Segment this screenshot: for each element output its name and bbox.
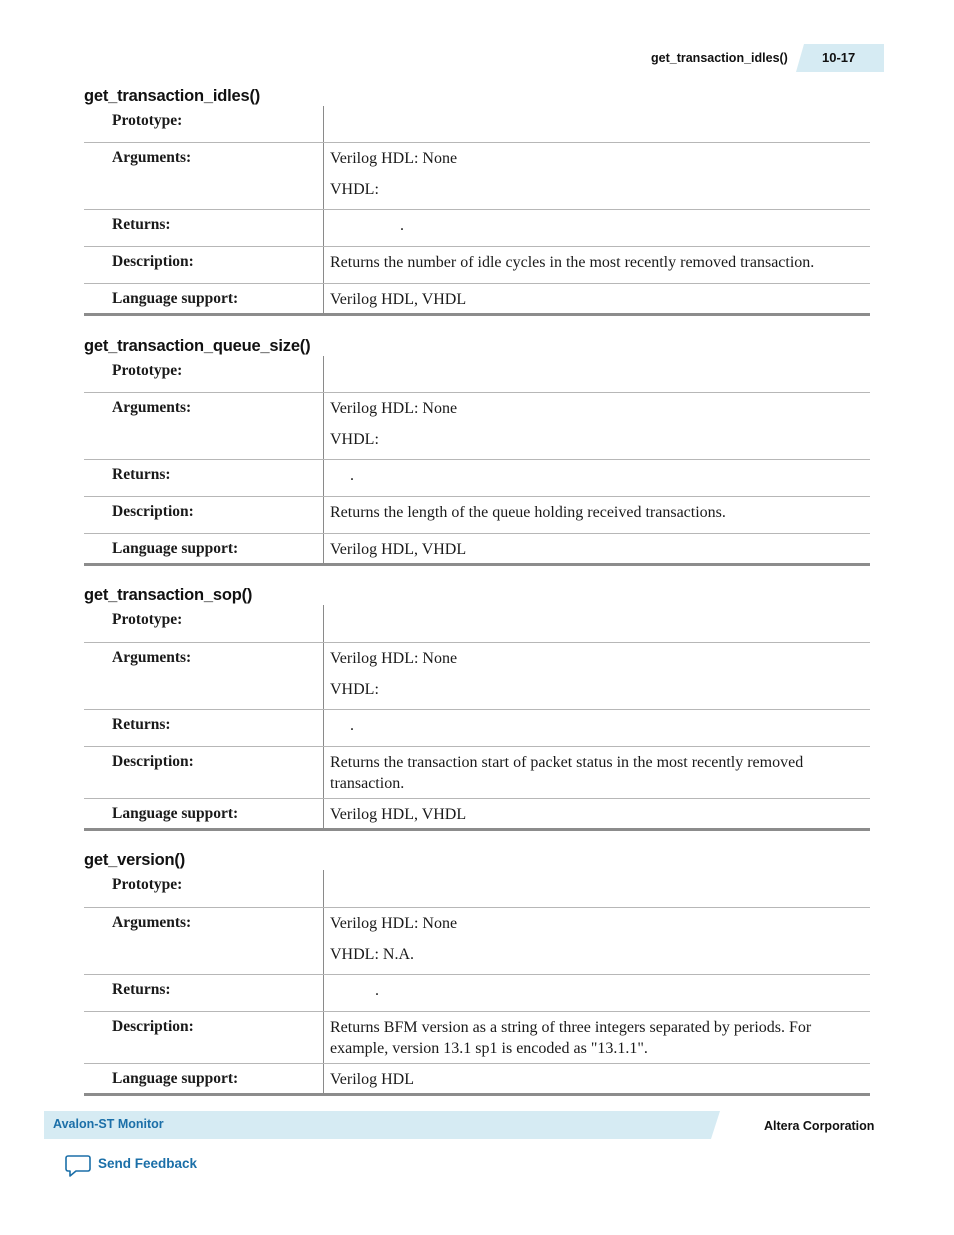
returns-value <box>324 975 870 1011</box>
send-feedback-link[interactable]: Send Feedback <box>98 1156 198 1171</box>
prototype-value <box>324 605 870 642</box>
api-table <box>84 605 870 831</box>
section-title: get_version() <box>84 851 186 869</box>
section-get-transaction-queue-size <box>84 337 870 566</box>
footer-company: Altera Corporation <box>764 1119 875 1133</box>
row-arguments <box>84 142 870 209</box>
arguments-label: Arguments: <box>84 143 324 209</box>
description-value: Returns BFM version as a string of three integers separated by periods. For example, version 13.1 sp1 is encoded as "13.1.1". <box>330 1019 812 1057</box>
description-label: Description: <box>84 747 324 798</box>
arguments-label: Arguments: <box>84 643 324 709</box>
language-label: Language support: <box>84 1064 324 1093</box>
row-language-support <box>84 1063 870 1093</box>
arguments-verilog: Verilog HDL: None <box>330 650 458 667</box>
arguments-value <box>324 908 870 974</box>
description-label: Description: <box>84 497 324 533</box>
language-label: Language support: <box>84 284 324 313</box>
returns-value <box>324 460 870 496</box>
prototype-label: Prototype: <box>84 106 324 142</box>
returns-label: Returns: <box>84 460 324 496</box>
language-value: Verilog HDL, VHDL <box>330 806 467 823</box>
row-language-support <box>84 798 870 828</box>
section-title: get_transaction_sop() <box>84 586 253 604</box>
section-get-version <box>84 851 870 1096</box>
row-description <box>84 246 870 283</box>
table-bottom-rule <box>84 563 870 566</box>
arguments-vhdl: VHDL: <box>330 431 379 448</box>
api-table <box>84 870 870 1096</box>
row-description <box>84 1011 870 1063</box>
returns-label: Returns: <box>84 975 324 1011</box>
footer-chapter-link[interactable]: Avalon-ST Monitor <box>53 1117 164 1131</box>
description-value: Returns the number of idle cycles in the most recently removed transaction. <box>330 254 815 271</box>
prototype-label: Prototype: <box>84 870 324 907</box>
language-label: Language support: <box>84 534 324 563</box>
api-table <box>84 356 870 566</box>
running-header-title: get_transaction_idles() <box>651 51 788 65</box>
language-label: Language support: <box>84 799 324 828</box>
returns-value <box>324 710 870 746</box>
arguments-vhdl: VHDL: <box>330 681 379 698</box>
description-label: Description: <box>84 247 324 283</box>
row-arguments <box>84 392 870 459</box>
row-language-support <box>84 283 870 313</box>
feedback-bubble-icon[interactable] <box>65 1154 91 1178</box>
arguments-label: Arguments: <box>84 908 324 974</box>
arguments-value <box>324 643 870 709</box>
arguments-verilog: Verilog HDL: None <box>330 400 458 417</box>
arguments-value <box>324 393 870 459</box>
row-returns <box>84 209 870 246</box>
language-value: Verilog HDL, VHDL <box>330 291 467 308</box>
returns-text: . <box>350 467 354 484</box>
returns-label: Returns: <box>84 710 324 746</box>
language-value: Verilog HDL, VHDL <box>330 541 467 558</box>
table-bottom-rule <box>84 828 870 831</box>
row-returns <box>84 459 870 496</box>
row-prototype <box>84 870 870 907</box>
row-returns <box>84 709 870 746</box>
row-language-support <box>84 533 870 563</box>
prototype-label: Prototype: <box>84 605 324 642</box>
page-number: 10-17 <box>822 50 856 65</box>
table-bottom-rule <box>84 1093 870 1096</box>
description-value: Returns the length of the queue holding received transactions. <box>330 504 726 521</box>
row-returns <box>84 974 870 1011</box>
language-value: Verilog HDL <box>330 1071 414 1088</box>
prototype-value <box>324 106 870 142</box>
row-prototype <box>84 106 870 142</box>
arguments-vhdl: VHDL: <box>330 181 379 198</box>
row-arguments <box>84 907 870 974</box>
description-value: Returns the transaction start of packet status in the most recently removed transaction. <box>330 754 804 792</box>
prototype-label: Prototype: <box>84 356 324 392</box>
api-table <box>84 106 870 316</box>
section-title: get_transaction_idles() <box>84 87 261 105</box>
returns-text: . <box>350 717 354 734</box>
section-get-transaction-sop <box>84 586 870 831</box>
row-description <box>84 746 870 798</box>
returns-text: . <box>375 982 379 999</box>
prototype-value <box>324 870 870 907</box>
table-bottom-rule <box>84 313 870 316</box>
description-label: Description: <box>84 1012 324 1063</box>
arguments-verilog: Verilog HDL: None <box>330 150 458 167</box>
returns-value <box>324 210 870 246</box>
returns-text: . <box>400 217 404 234</box>
prototype-value <box>324 356 870 392</box>
row-prototype <box>84 356 870 392</box>
arguments-verilog: Verilog HDL: None <box>330 915 458 932</box>
arguments-value <box>324 143 870 209</box>
section-title: get_transaction_queue_size() <box>84 337 311 355</box>
arguments-label: Arguments: <box>84 393 324 459</box>
row-prototype <box>84 605 870 642</box>
row-description <box>84 496 870 533</box>
row-arguments <box>84 642 870 709</box>
returns-label: Returns: <box>84 210 324 246</box>
arguments-vhdl: VHDL: N.A. <box>330 946 414 963</box>
section-get-transaction-idles <box>84 87 870 316</box>
